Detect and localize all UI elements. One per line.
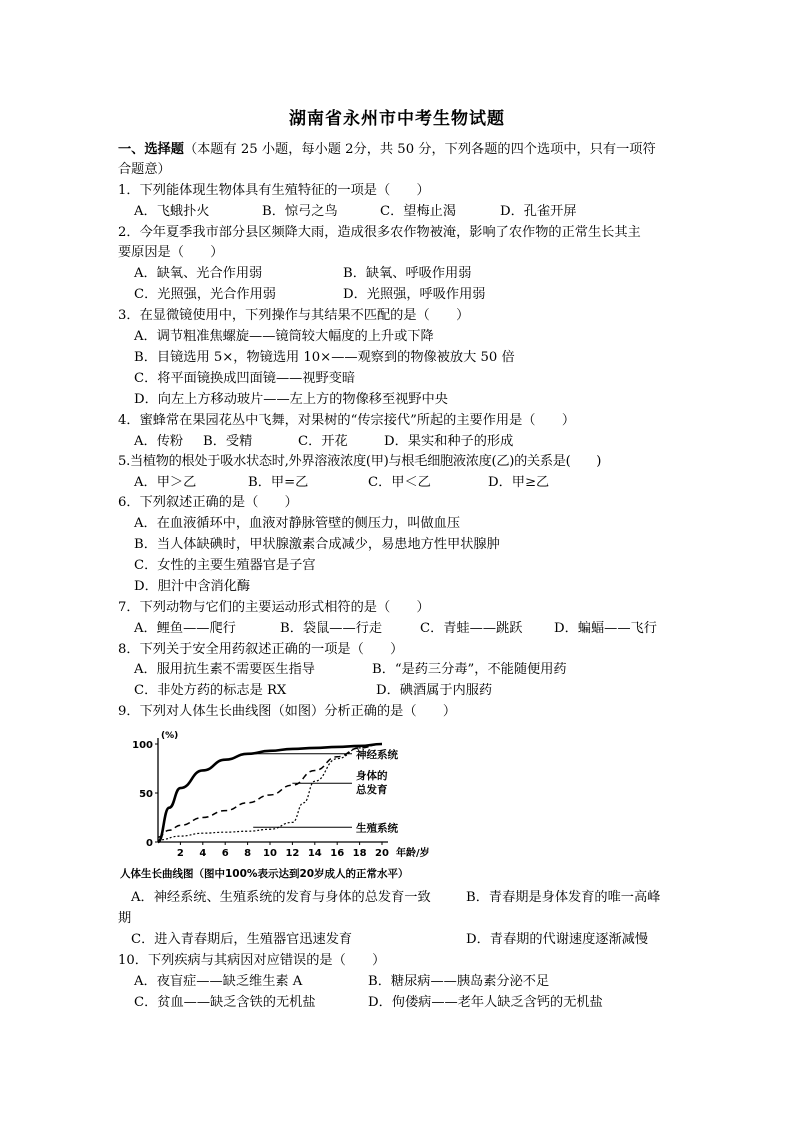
y-tick-label: 0 (146, 838, 153, 849)
question-4-stem: 4．蜜蜂常在果园花丛中飞舞，对果树的“传宗接代”所起的主要作用是（ ） (118, 413, 576, 428)
q6-option-d: D．胆汁中含消化酶 (134, 579, 251, 594)
q1-option-b: B．惊弓之鸟 (262, 204, 338, 219)
question-2-stem: 2．今年夏季我市部分县区频降大雨，造成很多农作物被淹，影响了农作物的正常生长其主 (118, 225, 641, 240)
x-tick-label: 16 (330, 848, 345, 859)
x-tick-label: 12 (285, 848, 300, 859)
q1-option-d: D．孔雀开屏 (500, 204, 577, 219)
question-2-stem-cont: 要原因是（ ） (118, 245, 224, 260)
q10-option-b: B．糖尿病——胰岛素分泌不足 (368, 974, 550, 989)
legend-label-repro: 生殖系统 (356, 822, 398, 835)
legend-label-body-1: 身体的 (356, 770, 388, 783)
q8-option-a: A．服用抗生素不需要医生指导 (134, 662, 315, 677)
series-line-2 (158, 744, 382, 837)
section-header (118, 140, 688, 160)
x-tick-label: 6 (221, 848, 229, 859)
q3-option-d: D．向左上方移动玻片——左上方的物像移至视野中央 (134, 392, 448, 407)
x-tick-label: 8 (244, 848, 252, 859)
y-tick-label: 50 (139, 789, 153, 800)
q2-option-c: C．光照强，光合作用弱 (134, 287, 276, 302)
q10-option-c: C．贫血——缺乏含铁的无机盐 (134, 995, 316, 1010)
question-6-stem: 6．下列叙述正确的是（ ） (118, 495, 298, 510)
q4-option-c: C．开花 (298, 434, 348, 449)
q10-option-a: A．夜盲症——缺乏维生素 A (134, 974, 303, 989)
series-line-3 (158, 744, 382, 840)
q9-option-b-cont: 期 (118, 911, 132, 926)
q5-option-b: B．甲=乙 (248, 475, 309, 490)
q9-option-b: B．青春期是身体发育的唯一高峰 (466, 890, 661, 905)
question-8-stem: 8．下列关于安全用药叙述正确的一项是（ ） (118, 642, 404, 657)
q9-option-c: C．进入青春期后，生殖器官迅速发育 (131, 932, 353, 947)
q6-option-a: A．在血液循环中，血液对静脉管壁的侧压力，叫做血压 (134, 516, 461, 531)
q6-option-c: C．女性的主要生殖器官是子宫 (134, 558, 316, 573)
question-10-stem: 10．下列疾病与其病因对应错误的是（ ） (118, 953, 386, 968)
q6-option-b: B．当人体缺碘时，甲状腺激素合成减少，易患地方性甲状腺肿 (134, 537, 500, 552)
page-title: 湖南省永州市中考生物试题 (289, 109, 505, 129)
q8-option-d: D．碘酒属于内服药 (376, 683, 493, 698)
q3-option-c: C．将平面镜换成凹面镜——视野变暗 (134, 371, 356, 386)
q4-option-a: A．传粉 (134, 434, 184, 449)
y-axis-label: (%) (161, 731, 179, 741)
x-tick-label: 10 (263, 848, 277, 859)
q10-option-d: D．佝偻病——老年人缺乏含钙的无机盐 (368, 995, 603, 1010)
question-1-stem: 1．下列能体现生物体具有生殖特征的一项是（ ） (118, 183, 430, 198)
chart-caption: 人体生长曲线图（图中100%表示达到20岁成人的正常水平） (120, 868, 409, 880)
legend-label-nerve: 神经系统 (356, 748, 398, 761)
q2-option-b: B．缺氧、呼吸作用弱 (343, 266, 472, 281)
q1-option-a: A．飞蛾扑火 (134, 204, 210, 219)
x-tick-label: 2 (176, 848, 184, 859)
q5-option-c: C．甲＜乙 (368, 475, 431, 490)
question-9-stem: 9．下列对人体生长曲线图（如图）分析正确的是（ ） (118, 704, 457, 719)
q2-option-d: D．光照强，呼吸作用弱 (343, 287, 486, 302)
q4-option-b: B．受精 (203, 434, 253, 449)
section-label: 一、选择题 (118, 142, 184, 157)
q3-option-a: A．调节粗准焦螺旋——镜筒较大幅度的上升或下降 (134, 329, 434, 344)
q7-option-d: D．蝙蝠——飞行 (554, 621, 657, 636)
q7-option-c: C．青蛙——跳跃 (420, 621, 523, 636)
y-tick-label: 100 (132, 740, 153, 751)
q1-option-c: C．望梅止渴 (380, 204, 457, 219)
q8-option-c: C．非处方药的标志是 RX (134, 683, 287, 698)
q3-option-b: B．目镜选用 5×，物镜选用 10×——观察到的物像被放大 50 倍 (134, 350, 515, 365)
x-tick-label: 14 (307, 848, 322, 859)
section-desc: （本题有 25 小题，每小题 2分，共 50 分，下列各题的四个选项中，只有一项符 (183, 142, 656, 157)
q9-option-d: D．青春期的代谢速度逐渐减慢 (466, 932, 649, 947)
section-desc-cont: 合题意） (118, 162, 171, 177)
q5-option-a: A．甲＞乙 (134, 475, 197, 490)
q9-option-a: A．神经系统、生殖系统的发育与身体的总发育一致 (131, 890, 431, 905)
x-tick-label: 20 (375, 848, 389, 859)
q2-option-a: A．缺氧、光合作用弱 (134, 266, 263, 281)
x-tick-label: 4 (199, 848, 207, 859)
growth-curve-svg (120, 728, 440, 860)
question-5-stem: 5.当植物的根处于吸水状态时,外界溶液浓度(甲)与根毛细胞液浓度(乙)的关系是( ) (118, 454, 602, 469)
q8-option-b: B．“是药三分毒”，不能随便用药 (372, 662, 567, 677)
question-3-stem: 3．在显微镜使用中，下列操作与其结果不匹配的是（ ） (118, 308, 470, 323)
q5-option-d: D．甲≥乙 (488, 475, 550, 490)
growth-curve-chart (120, 728, 440, 860)
legend-label-body-2: 总发育 (356, 784, 388, 797)
x-tick-label: 18 (352, 848, 367, 859)
question-7-stem: 7．下列动物与它们的主要运动形式相符的是（ ） (118, 600, 430, 615)
q7-option-a: A．鲤鱼——爬行 (134, 621, 236, 636)
x-axis-label: 年龄/岁 (396, 848, 430, 859)
q7-option-b: B．袋鼠——行走 (280, 621, 383, 636)
q4-option-d: D．果实和种子的形成 (384, 434, 514, 449)
